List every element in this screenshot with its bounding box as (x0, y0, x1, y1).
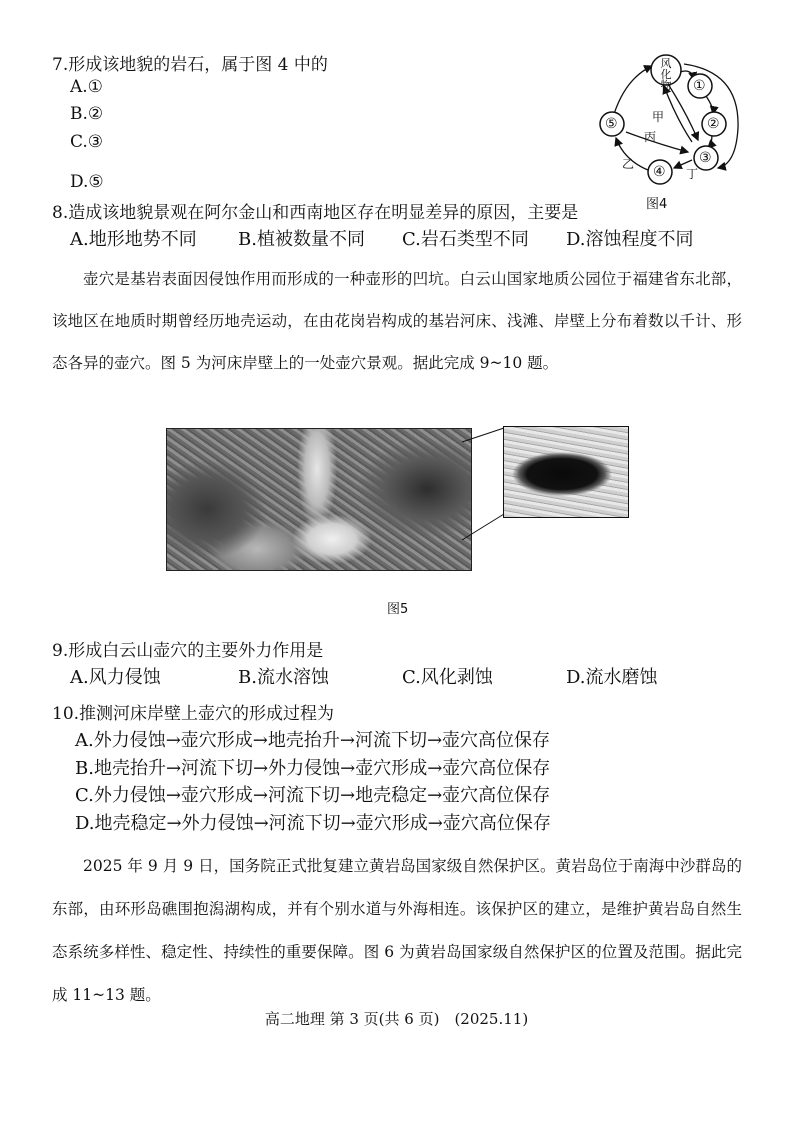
q7-option-d: D.⑤ (70, 172, 104, 192)
page-footer: 高二地理 第 3 页(共 6 页) (2025.11) (264, 1010, 529, 1028)
q7-stem: 7.形成该地貌的岩石，属于图 4 中的 (52, 55, 328, 75)
q7-option-a: A.① (70, 77, 103, 97)
q10-stem: 10.推测河床岸壁上壶穴的形成过程为 (52, 704, 335, 724)
node-1-label: ① (693, 78, 706, 94)
passage-2 (52, 845, 742, 1017)
figure4-caption: 图4 (646, 197, 668, 212)
q10-option-d: D.地壳稳定→外力侵蚀→河流下切→壶穴形成→壶穴高位保存 (75, 813, 551, 834)
figure5-pothole-closeup-photo (503, 426, 629, 518)
passage-2-text: 2025 年 9 月 9 日，国务院正式批复建立黄岩岛国家级自然保护区。黄岩岛位于南海中沙群岛的东部，由环形岛礁围抱潟湖构成，并有个别水道与外海相连。该保护区的建立，是维护黄岩岛自然生态系统多样性、稳定性、持续性的重要保障。图 6 为黄岩岛国家级自然保护区的位置及范围。据此完成 11~13 题。 (52, 857, 742, 1004)
q8-option-d: D.溶蚀程度不同 (566, 229, 694, 250)
arrow-label-ding: 丁 (686, 167, 699, 181)
q9-option-d: D.流水磨蚀 (566, 667, 658, 688)
node-3-label: ③ (699, 150, 712, 166)
arrow-label-jia: 甲 (652, 110, 665, 124)
q10-option-a: A.外力侵蚀→壶穴形成→地壳抬升→河流下切→壶穴高位保存 (75, 730, 551, 751)
node-5-label: ⑤ (605, 116, 618, 132)
q9-option-b: B.流水溶蚀 (238, 667, 329, 688)
q9-option-a: A.风力侵蚀 (70, 667, 161, 688)
q8-option-b: B.植被数量不同 (238, 229, 365, 250)
figure5-caption: 图5 (387, 602, 409, 617)
q10-option-c: C.外力侵蚀→壶穴形成→河流下切→地壳稳定→壶穴高位保存 (75, 785, 551, 806)
node-2-label: ② (707, 116, 720, 132)
q8-stem: 8.造成该地貌景观在阿尔金山和西南地区存在明显差异的原因，主要是 (52, 203, 579, 223)
arrow-label-bing: 丙 (644, 130, 657, 144)
q9-stem: 9.形成白云山壶穴的主要外力作用是 (52, 641, 324, 661)
q8-option-c: C.岩石类型不同 (402, 229, 529, 250)
q8-option-a: A.地形地势不同 (70, 229, 197, 250)
q7-option-c: C.③ (70, 132, 104, 152)
q10-option-b: B.地壳抬升→河流下切→外力侵蚀→壶穴形成→壶穴高位保存 (75, 758, 551, 779)
node-4-label: ④ (653, 164, 666, 180)
arrow-label-yi: 乙 (622, 157, 635, 171)
node-weathering-label: 风化物 (660, 57, 672, 92)
q9-option-c: C.风化剥蚀 (402, 667, 493, 688)
q7-option-b: B.② (70, 104, 104, 124)
passage-1-text: 壶穴是基岩表面因侵蚀作用而形成的一种壶形的凹坑。白云山国家地质公园位于福建省东北部，该地区在地质时期曾经历地壳运动，在由花岗岩构成的基岩河床、浅滩、岸壁上分布着数以千计、形态各异的壶穴。图 5 为河床岸壁上的一处壶穴景观。据此完成 9~10 题。 (52, 270, 742, 372)
